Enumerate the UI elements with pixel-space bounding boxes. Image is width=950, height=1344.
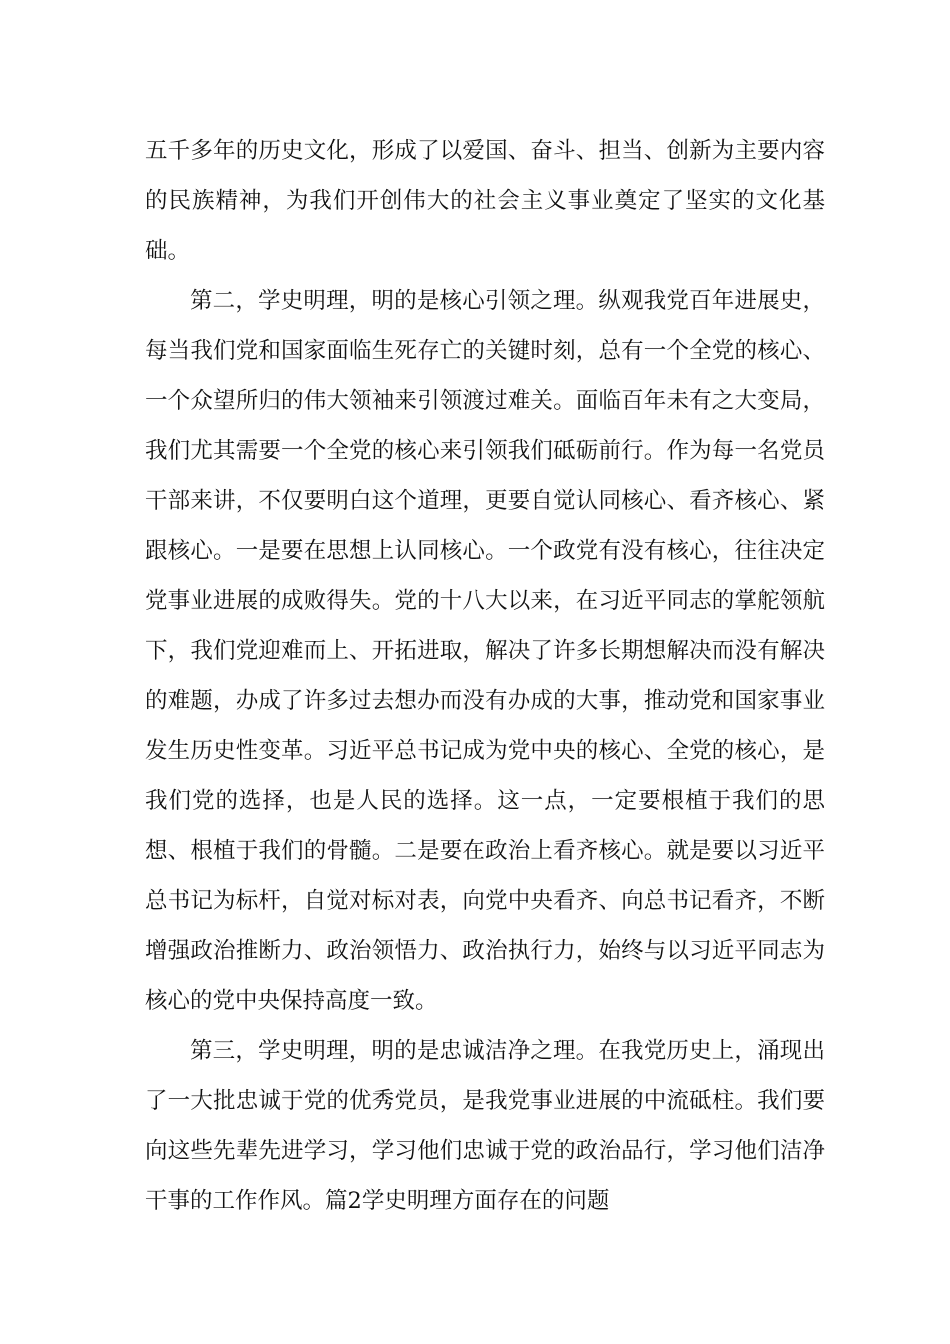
paragraph-second-point: 第二，学史明理，明的是核心引领之理。纵观我党百年进展史，每当我们党和国家面临生死存亡的关键时刻，总有一个全党的核心、一个众望所归的伟大领袖来引领渡过难关。面临百年未有之大变局，我们尤其需要一个全党的核心来引领我们砥砺前行。作为每一名党员干部来讲，不仅要明白这个道理，更要自觉认同核心、看齐核心、紧跟核心。一是要在思想上认同核心。一个政党有没有核心，往往决定党事业进展的成败得失。党的十八大以来，在习近平同志的掌舵领航下，我们党迎难而上、开拓进取，解决了许多长期想解决而没有解决的难题，办成了许多过去想办而没有办成的大事，推动党和国家事业发生历史性变革。习近平总书记成为党中央的核心、全党的核心，是我们党的选择，也是人民的选择。这一点，一定要根植于我们的思想、根植于我们的骨髓。二是要在政治上看齐核心。就是要以习近平总书记为标杆，自觉对标对表，向党中央看齐、向总书记看齐，不断增强政治推断力、政治领悟力、政治执行力，始终与以习近平同志为核心的党中央保持高度一致。 [145, 288, 825, 1014]
paragraph-third-point: 第三，学史明理，明的是忠诚洁净之理。在我党历史上，涌现出了一大批忠诚于党的优秀党员，是我党事业进展的中流砥柱。我们要向这些先辈先进学习，学习他们忠诚于党的政治品行，学习他们洁净干事的工作作风。篇2学史明理方面存在的问题 [145, 1038, 825, 1214]
document-body [145, 126, 825, 1226]
paragraph-continuation: 五千多年的历史文化，形成了以爱国、奋斗、担当、创新为主要内容的民族精神，为我们开创伟大的社会主义事业奠定了坚实的文化基础。 [145, 138, 825, 264]
